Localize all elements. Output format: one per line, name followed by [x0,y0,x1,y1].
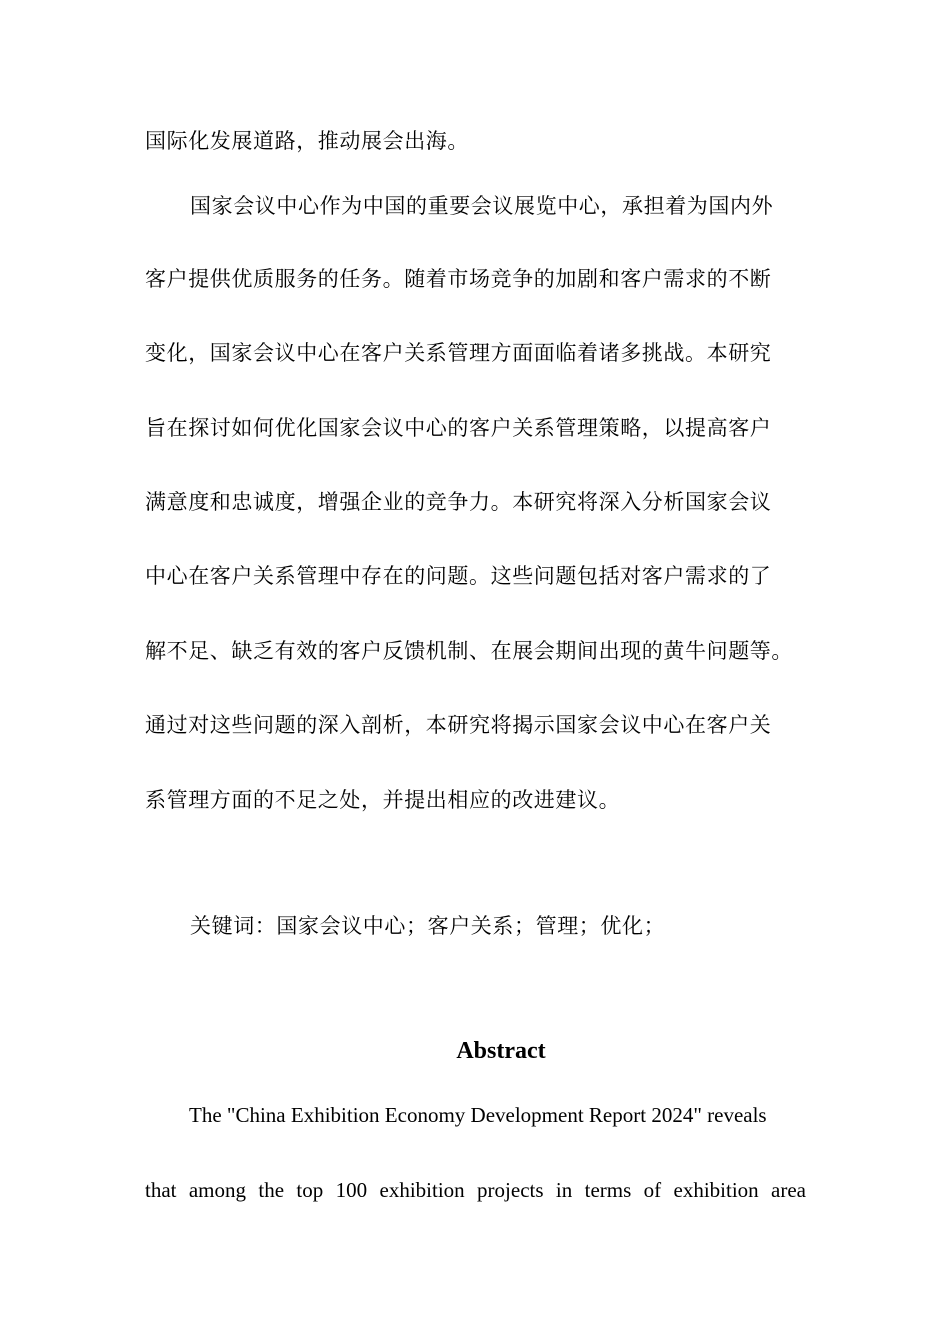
paragraph-line: 国际化发展道路，推动展会出海。 [145,129,469,153]
paragraph-line: 旨在探讨如何优化国家会议中心的客户关系管理策略，以提高客户 [145,416,772,440]
paragraph-line: 通过对这些问题的深入剖析，本研究将揭示国家会议中心在客户关 [145,713,772,737]
paragraph-line: 解不足、缺乏有效的客户反馈机制、在展会期间出现的黄牛问题等。 [145,639,793,663]
keywords-label: 关键词： [190,914,277,938]
abstract-title: Abstract [456,1038,546,1064]
paragraph-line: 系管理方面的不足之处，并提出相应的改进建议。 [145,788,621,812]
paragraph-line: 中心在客户关系管理中存在的问题。这些问题包括对客户需求的了 [145,564,772,588]
keywords-value: 国家会议中心；客户关系；管理；优化； [276,914,666,938]
paragraph-line: 国家会议中心作为中国的重要会议展览中心，承担着为国内外 [190,194,774,218]
paragraph-line: 变化，国家会议中心在客户关系管理方面面临着诸多挑战。本研究 [145,341,772,365]
paragraph-line: 客户提供优质服务的任务。随着市场竞争的加剧和客户需求的不断 [145,267,772,291]
abstract-line: that among the top 100 exhibition projects in terms of exhibition area [145,1178,806,1202]
paragraph-line: 满意度和忠诚度，增强企业的竞争力。本研究将深入分析国家会议 [145,490,772,514]
keywords-line [190,911,665,941]
abstract-line: The "China Exhibition Economy Development Report 2024" reveals [189,1103,767,1127]
